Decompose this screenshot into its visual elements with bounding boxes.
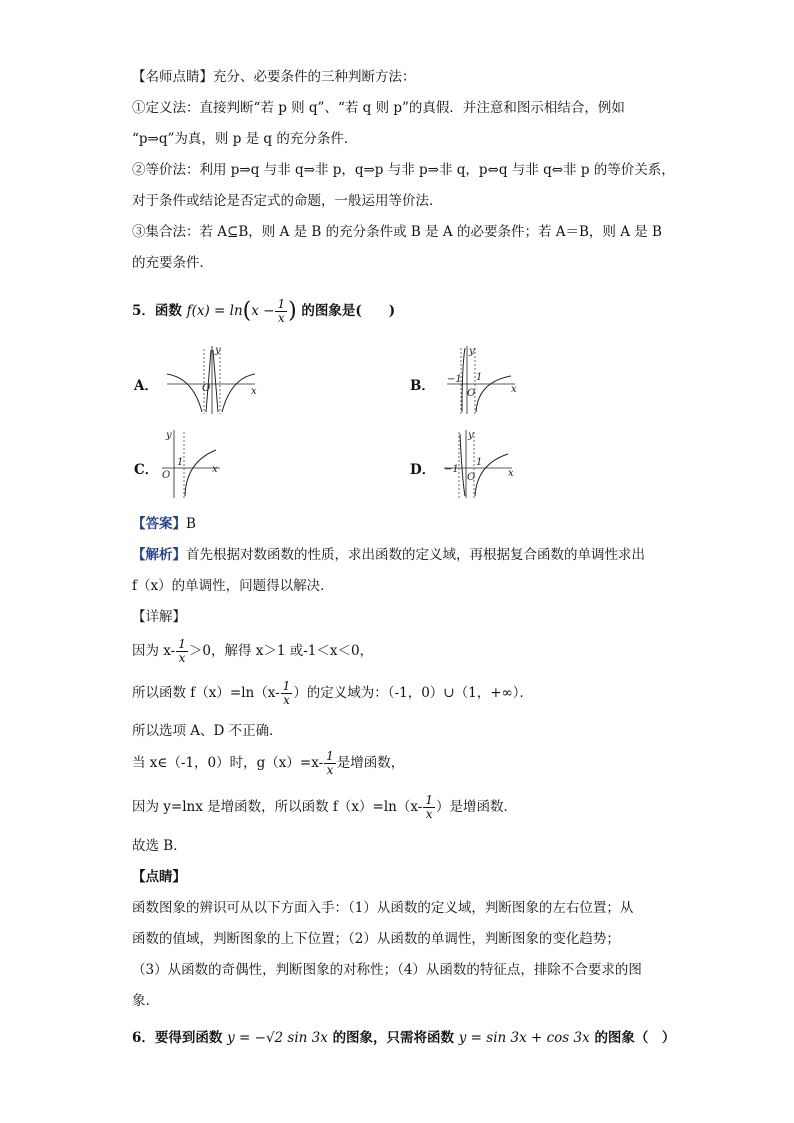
question-6-stem [132,1029,675,1047]
option-c-graph[interactable] [160,428,230,500]
option-c-label[interactable]: C． [134,462,159,478]
tip-line-3: ②等价法：利用 p⇒q 与非 q⇒非 p，q⇒p 与非 p⇒非 q，p⇔q 与非 q⇔非 p 的等价关系， [132,162,675,178]
detail-label: 【详解】 [132,609,186,625]
graph-a-y-label: y [215,345,221,356]
option-d-graph[interactable] [442,428,517,500]
graph-c-x-label: x [212,464,218,475]
detail-line-4: 当 x∈（-1，0）时，g（x）=x- $\frac{1}{x}$ 是增函数， [132,749,405,777]
tip-line-2: “p⇒q”为真，则 p 是 q 的充分条件． [132,131,358,147]
graph-c-origin-label: O [162,470,171,481]
option-a-label[interactable]: A． [134,378,158,394]
graph-d-y-label: y [468,430,474,441]
tip-heading-line [132,68,416,86]
graph-b-origin-label: O [467,388,476,399]
graph-a-curve-left [167,374,202,412]
q6-mid: 的图象，只需将函数 [332,1030,455,1046]
tip-line-5: ③集合法：若 A⊆B，则 A 是 B 的充分条件或 B 是 A 的必要条件；若 A＝B，则 A 是 B [132,224,662,240]
graph-d-origin-label: O [467,472,476,483]
tip-line-1: ①定义法：直接判断“若 p 则 q”、“若 q 则 p”的真假．并注意和图示相结合，例如 [132,100,625,116]
graph-a-curve-inner-right [213,350,218,412]
graph-d-one-label: 1 [476,457,483,468]
comment-label: 【点睛】 [132,869,186,885]
tip-heading-label: 【名师点睛】 [132,69,213,85]
graph-a-x-label: x [251,386,257,397]
tip-line-4: 对于条件或结论是否定式的命题，一般运用等价法． [132,193,443,209]
option-b-label[interactable]: B． [410,378,435,394]
detail-line-6: 故选 B． [132,838,187,854]
answer-value: B [186,516,196,532]
analysis-text-1: 首先根据对数函数的性质，求出函数的定义域，再根据复合函数的单调性求出 [186,547,645,563]
q5-function: f(x) = ln [186,303,243,319]
analysis-label: 【解析】 [132,547,186,563]
analysis-line-1 [132,546,645,564]
q6-function-1: y = −√2 sin 3x [227,1030,328,1046]
analysis-line-2: f（x）的单调性，问题得以解决． [132,578,334,594]
tip-line-6: 的充要条件． [132,255,213,271]
question-5-stem: 5．函数 f(x) = ln(x − $\frac{1}{x}$ ) 的图象是( ) [132,297,396,325]
detail-line-2: 所以函数 f（x）=ln（x- $\frac{1}{x}$ ）的定义域为：（-1，0）∪（1，+∞）． [132,679,534,707]
comment-line-2: 函数的值域，判断图象的上下位置；（2）从函数的单调性，判断图象的变化趋势； [132,931,620,947]
option-b-graph[interactable] [445,344,520,416]
graph-b-curve-left [462,348,465,412]
q5-x-minus: x − [251,303,275,319]
tip-heading-text: 充分、必要条件的三种判断方法： [213,69,416,85]
graph-d-neg-one-label: −1 [444,464,459,475]
detail-line-5: 因为 y=lnx 是增函数，所以函数 f（x）=ln（x- $\frac{1}{x}$ ）是增函数． [132,793,517,821]
q6-function-2: y = sin 3x + cos 3x [458,1030,590,1046]
graph-d-x-label: x [508,468,514,479]
graph-b-one-label: 1 [476,372,483,383]
detail-line-3: 所以选项 A、D 不正确． [132,723,283,739]
comment-line-3: （3）从函数的奇偶性，判断图象的对称性；（4）从函数的特征点，排除不合要求的图 [132,962,642,978]
graph-b-neg-one-label: −1 [447,374,462,385]
graph-a-origin-label: O [202,383,211,394]
graph-b-y-label: y [469,346,475,357]
q5-tail: 的图象是( ) [301,303,396,319]
q6-number: 6．要得到函数 [132,1030,223,1046]
comment-line-4: 象. [132,993,150,1009]
comment-line-1: 函数图象的辨识可从以下方面入手：（1）从函数的定义域，判断图象的左右位置；从 [132,900,634,916]
option-a-graph[interactable] [165,344,260,416]
answer-line [132,515,196,533]
graph-c-one-label: 1 [177,457,184,468]
graph-b-x-label: x [511,384,517,395]
graph-d-curve-left [460,434,465,496]
graph-a-curve-inner-left [206,350,211,412]
graph-c-y-label: y [166,430,172,441]
q5-fraction: $\frac{1}{x}$ [277,297,286,325]
option-d-label[interactable]: D． [410,462,436,478]
detail-line-1: 因为 x- $\frac{1}{x}$ ＞0，解得 x＞1 或-1＜x＜0， [132,637,374,665]
answer-label: 【答案】 [132,516,186,532]
q6-tail: 的图象（ ） [594,1030,676,1046]
q5-number: 5．函数 [132,303,182,319]
